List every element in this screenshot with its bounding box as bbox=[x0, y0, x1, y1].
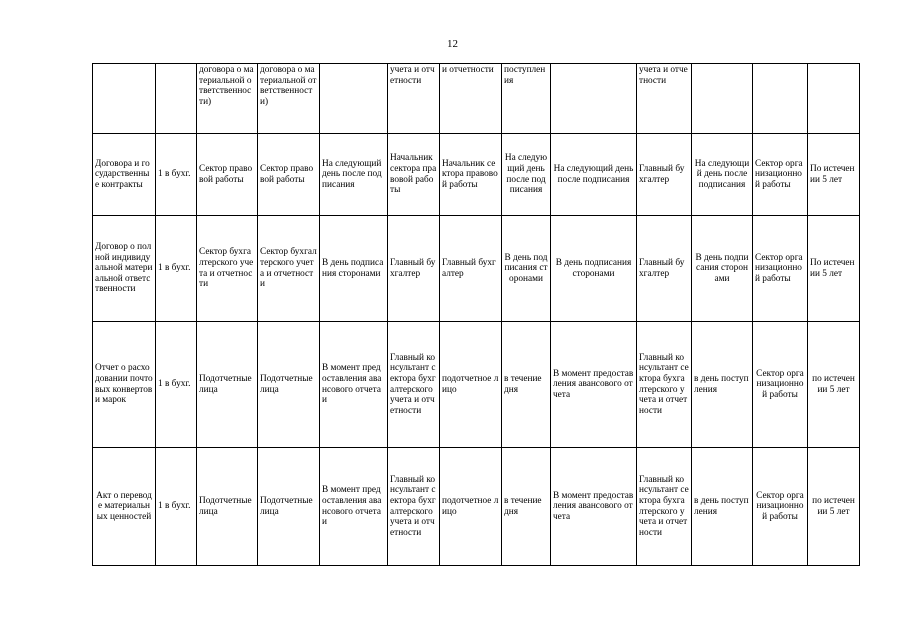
table-cell: Сектор бухгалтерского учета и отчетности bbox=[197, 216, 258, 322]
table-cell: На следующий день после подписания bbox=[551, 134, 637, 216]
table-cell: В момент предоставления авансового отчета bbox=[551, 322, 637, 448]
table-row bbox=[93, 64, 860, 134]
table-cell: учета и отчетности bbox=[637, 64, 692, 134]
table-cell: В момент предоставления авансового отчета и bbox=[320, 448, 388, 566]
table-cell: Договор о полной индивидуальной материальной ответственности bbox=[93, 216, 156, 322]
table-cell: Подотчетные лица bbox=[197, 322, 258, 448]
table-cell: В день подписания сторонами bbox=[692, 216, 753, 322]
table-cell bbox=[93, 64, 156, 134]
table-cell: Договора и государственные контракты bbox=[93, 134, 156, 216]
table-cell bbox=[753, 64, 808, 134]
table-cell: в течение дня bbox=[502, 448, 551, 566]
table-cell: По истечении 5 лет bbox=[808, 134, 860, 216]
table-cell bbox=[551, 64, 637, 134]
table-cell: Акт о переводе материальных ценностей bbox=[93, 448, 156, 566]
table-cell: в день поступления bbox=[692, 448, 753, 566]
table-cell: По истечении 5 лет bbox=[808, 216, 860, 322]
table-row bbox=[93, 322, 860, 448]
table-cell bbox=[808, 64, 860, 134]
table-cell: Главный консультант сектора бухгалтерского учета и отчетности bbox=[388, 448, 440, 566]
table-cell: Главный бухгалтер bbox=[637, 216, 692, 322]
table-cell: Главный бухгалтер bbox=[637, 134, 692, 216]
table-cell: Главный консультант сектора бухгалтерского учета и отчетности bbox=[637, 322, 692, 448]
table-cell: Подотчетные лица bbox=[258, 322, 320, 448]
table-cell: по истечении 5 лет bbox=[808, 448, 860, 566]
page-number: 12 bbox=[447, 38, 458, 50]
table-cell: в день поступления bbox=[692, 322, 753, 448]
table-cell: договора о материальной ответственности) bbox=[197, 64, 258, 134]
table-cell: Сектор организационной работы bbox=[753, 134, 808, 216]
table-cell: учета и отчетности bbox=[388, 64, 440, 134]
records-table bbox=[92, 63, 860, 566]
table-cell: Главный бухгалтер bbox=[440, 216, 502, 322]
table-cell bbox=[692, 64, 753, 134]
table-cell: На следующий день после подписания bbox=[320, 134, 388, 216]
table-cell: На следующий день после подписания bbox=[692, 134, 753, 216]
table-cell: 1 в бухг. bbox=[156, 448, 197, 566]
table-cell: В момент предоставления авансового отчета bbox=[551, 448, 637, 566]
table-cell: Сектор организационной работы bbox=[753, 322, 808, 448]
table-cell: подотчетное лицо bbox=[440, 322, 502, 448]
table-cell: На следующий день после подписания bbox=[502, 134, 551, 216]
table-cell: Главный консультант сектора бухгалтерского учета и отчетности bbox=[637, 448, 692, 566]
table-row bbox=[93, 448, 860, 566]
table-cell bbox=[320, 64, 388, 134]
table-cell: Сектор правовой работы bbox=[258, 134, 320, 216]
table-cell: Сектор правовой работы bbox=[197, 134, 258, 216]
table-cell: Начальник сектора правовой работы bbox=[388, 134, 440, 216]
table-cell: подотчетное лицо bbox=[440, 448, 502, 566]
table-cell: поступления bbox=[502, 64, 551, 134]
table-cell: Сектор организационной работы bbox=[753, 448, 808, 566]
table-cell: В день подписания сторонами bbox=[502, 216, 551, 322]
table-cell: Сектор организационной работы bbox=[753, 216, 808, 322]
table-cell: договора о материальной ответственности) bbox=[258, 64, 320, 134]
table-cell: Начальник сектора правовой работы bbox=[440, 134, 502, 216]
table-cell: Главный консультант сектора бухгалтерского учета и отчетности bbox=[388, 322, 440, 448]
table-row bbox=[93, 134, 860, 216]
table-cell: в течение дня bbox=[502, 322, 551, 448]
table-cell: 1 в бухг. bbox=[156, 322, 197, 448]
table-cell: Сектор бухгалтерского учета и отчетности bbox=[258, 216, 320, 322]
table-cell: 1 в бухг. bbox=[156, 134, 197, 216]
table-cell: Подотчетные лица bbox=[197, 448, 258, 566]
table-cell: по истечении 5 лет bbox=[808, 322, 860, 448]
table-cell: Главный бухгалтер bbox=[388, 216, 440, 322]
table-cell: Отчет о расходовании почтовых конвертов и марок bbox=[93, 322, 156, 448]
table-row bbox=[93, 216, 860, 322]
table-cell: Подотчетные лица bbox=[258, 448, 320, 566]
table-cell bbox=[156, 64, 197, 134]
table-cell: В момент предоставления авансового отчета и bbox=[320, 322, 388, 448]
table-cell: и отчетности bbox=[440, 64, 502, 134]
table-cell: В день подписания сторонами bbox=[551, 216, 637, 322]
table-cell: В день подписания сторонами bbox=[320, 216, 388, 322]
table-cell: 1 в бухг. bbox=[156, 216, 197, 322]
